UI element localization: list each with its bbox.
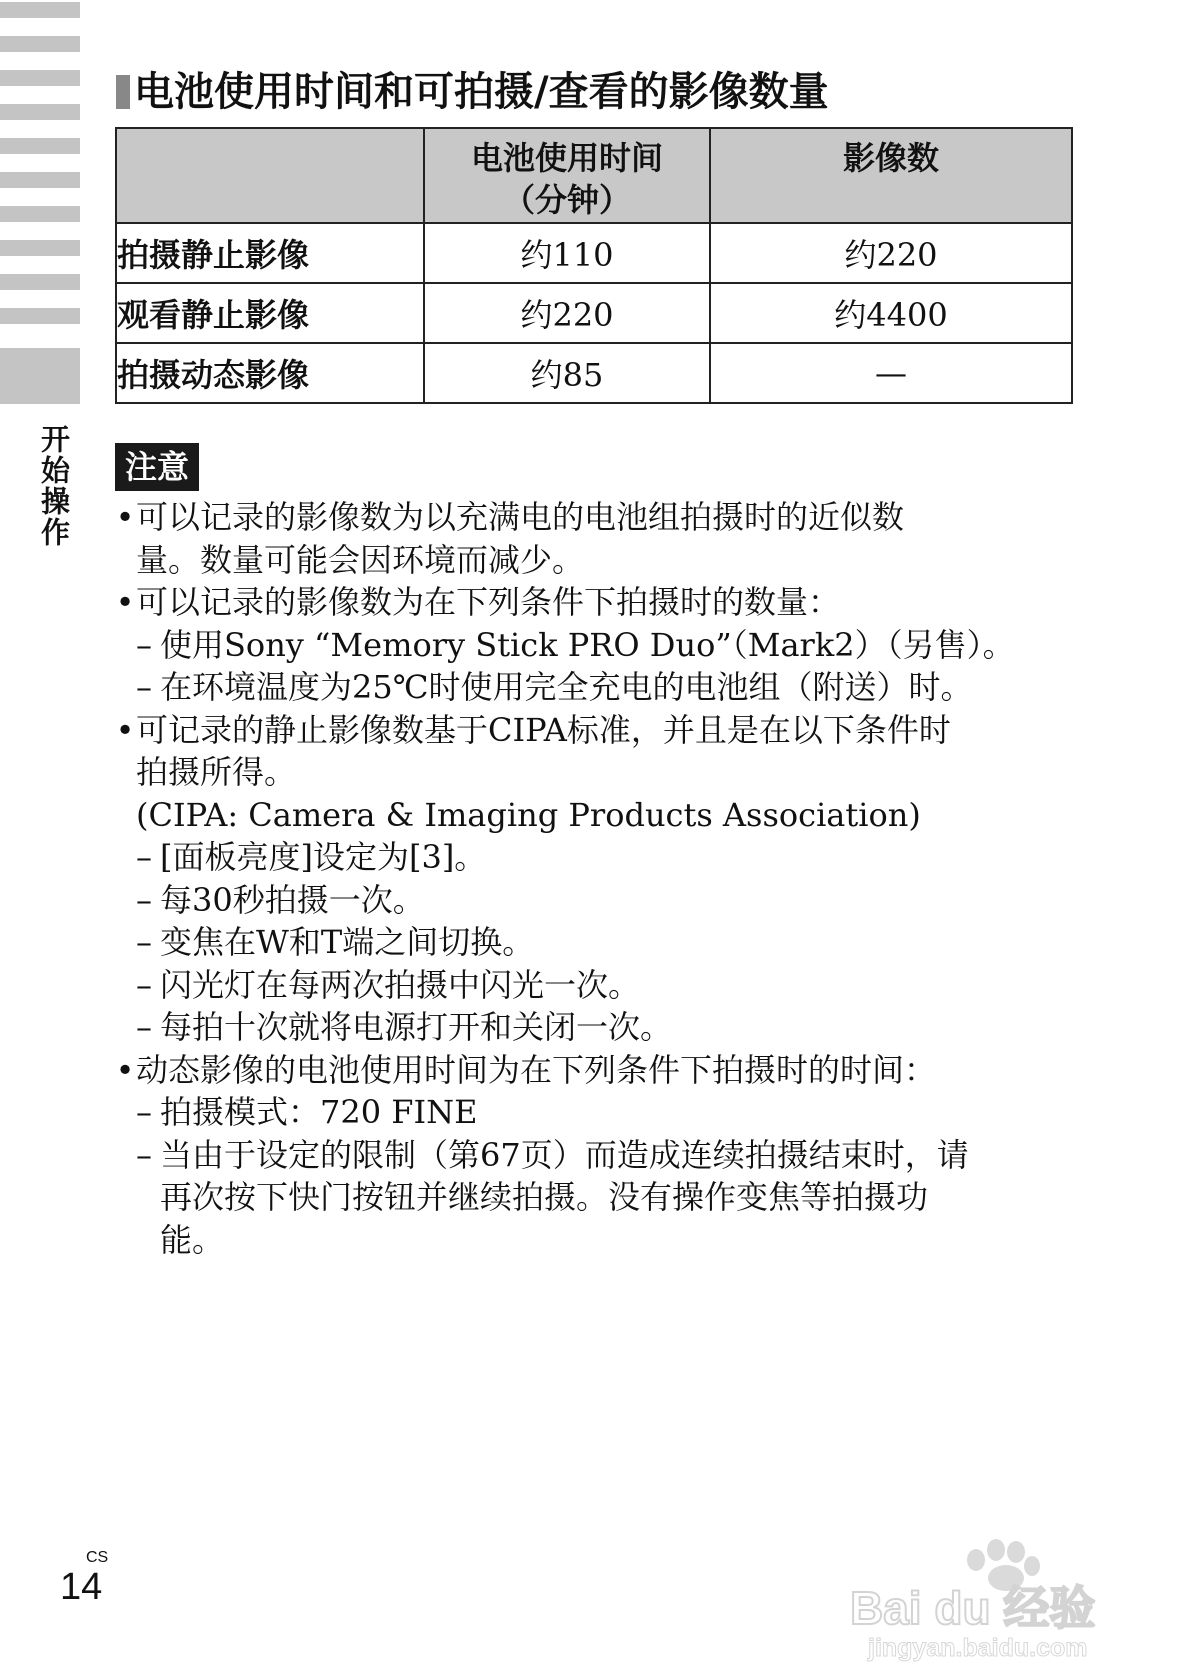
note-text: 当由于设定的限制（第67页）而造成连续拍摄结束时，请 — [160, 1135, 969, 1174]
side-tab-stripe — [0, 70, 80, 86]
note-text: 量。数量可能会因环境而减少。 — [136, 540, 585, 579]
table-header-cell: 电池使用时间 （分钟） — [424, 128, 710, 223]
note-text: 可以记录的影像数为以充满电的电池组拍摄时的近似数 — [136, 498, 905, 536]
note-heading-badge: 注意 — [115, 443, 199, 491]
watermark-url: jingyan.baidu.com — [868, 1634, 1088, 1662]
table-header-row — [116, 128, 1072, 223]
note-line — [114, 879, 1074, 922]
note-line — [114, 581, 1074, 624]
note-line — [114, 1091, 1074, 1134]
note-text: 在环境温度为25℃时使用完全充电的电池组（附送）时。 — [160, 668, 973, 706]
note-text: 每30秒拍摄一次。 — [160, 880, 425, 919]
note-line — [114, 1176, 1074, 1219]
note-text: 可记录的静止影像数基于CIPA标准，并且是在以下条件时 — [136, 710, 951, 749]
page-number: 14 — [60, 1566, 103, 1608]
note-line — [114, 751, 1074, 794]
watermark-brand: Bai du 经验 — [850, 1582, 1096, 1634]
page-language-code: CS — [86, 1549, 109, 1566]
note-text: 拍摄所得。 — [136, 753, 297, 791]
note-text: 再次按下快门按钮并继续拍摄。没有操作变焦等拍摄功 — [160, 1178, 929, 1216]
note-line — [114, 794, 1074, 837]
side-tab-stripe — [0, 36, 80, 52]
note-text: 能。 — [160, 1220, 225, 1259]
page-title-text: 电池使用时间和可拍摄/查看的影像数量 — [134, 69, 829, 115]
note-line — [114, 539, 1074, 582]
image-count-cell: 约4400 — [710, 283, 1072, 343]
note-text: 可以记录的影像数为在下列条件下拍摄时的数量： — [136, 583, 841, 621]
battery-table — [115, 127, 1073, 404]
bullet-marker: • — [115, 1050, 135, 1089]
dash-marker: – — [136, 965, 152, 1004]
side-tab-block — [0, 348, 80, 404]
dash-marker: – — [136, 838, 152, 876]
note-text: 每拍十次就将电源打开和关闭一次。 — [160, 1008, 673, 1046]
note-line — [114, 921, 1074, 964]
dash-marker: – — [136, 1008, 152, 1046]
side-tab-stripe — [0, 240, 80, 256]
bullet-marker: • — [115, 583, 135, 621]
note-line — [114, 709, 1074, 752]
table-row — [116, 283, 1072, 343]
table-header-cell — [116, 128, 424, 223]
notes-list — [114, 496, 1074, 1261]
side-tab-stripe — [0, 172, 80, 188]
note-text: (CIPA: Camera & Imaging Products Association) — [136, 795, 921, 834]
note-text: 变焦在W和T端之间切换。 — [160, 923, 535, 961]
table-row — [116, 223, 1072, 283]
note-line — [114, 1219, 1074, 1262]
row-label: 拍摄静止影像 — [116, 223, 424, 283]
side-tab-stripe — [0, 2, 80, 18]
row-label: 拍摄动态影像 — [116, 343, 424, 403]
note-line — [114, 666, 1074, 709]
dash-marker: – — [136, 923, 152, 961]
battery-time-cell: 约220 — [424, 283, 710, 343]
image-count-cell: 约220 — [710, 223, 1072, 283]
note-text: 闪光灯在每两次拍摄中闪光一次。 — [160, 965, 641, 1004]
side-tab-stripe — [0, 138, 80, 154]
dash-marker: – — [136, 1093, 152, 1131]
note-line — [114, 964, 1074, 1007]
note-line — [114, 1134, 1074, 1177]
note-line — [114, 1006, 1074, 1049]
page-title — [116, 64, 829, 120]
dash-marker: – — [136, 625, 152, 664]
note-text: 拍摄模式：720 FINE — [160, 1093, 478, 1131]
side-tab-stripe — [0, 274, 80, 290]
title-marker — [116, 75, 130, 109]
row-label: 观看静止影像 — [116, 283, 424, 343]
dash-marker: – — [136, 1135, 152, 1174]
note-line — [114, 836, 1074, 879]
dash-marker: – — [136, 668, 152, 706]
battery-time-cell: 约110 — [424, 223, 710, 283]
note-line — [114, 496, 1074, 539]
note-line — [114, 1049, 1074, 1092]
side-tab-stripe — [0, 206, 80, 222]
baidu-jingyan-watermark — [848, 1532, 1138, 1662]
side-tab-label: 开始操作 — [37, 424, 71, 548]
note-text: [面板亮度]设定为[3]。 — [160, 838, 487, 876]
note-text: 动态影像的电池使用时间为在下列条件下拍摄时的时间： — [136, 1050, 937, 1089]
side-tab-stripe — [0, 104, 80, 120]
dash-marker: – — [136, 880, 152, 919]
note-text: 使用Sony “Memory Stick PRO Duo”（Mark2）（另售）。 — [160, 625, 1015, 664]
bullet-marker: • — [115, 710, 135, 749]
note-line — [114, 624, 1074, 667]
table-header-cell: 影像数 — [710, 128, 1072, 223]
battery-time-cell: 约85 — [424, 343, 710, 403]
bullet-marker: • — [115, 498, 135, 536]
image-count-cell: — — [710, 343, 1072, 403]
table-row — [116, 343, 1072, 403]
side-tab-stripe — [0, 308, 80, 324]
